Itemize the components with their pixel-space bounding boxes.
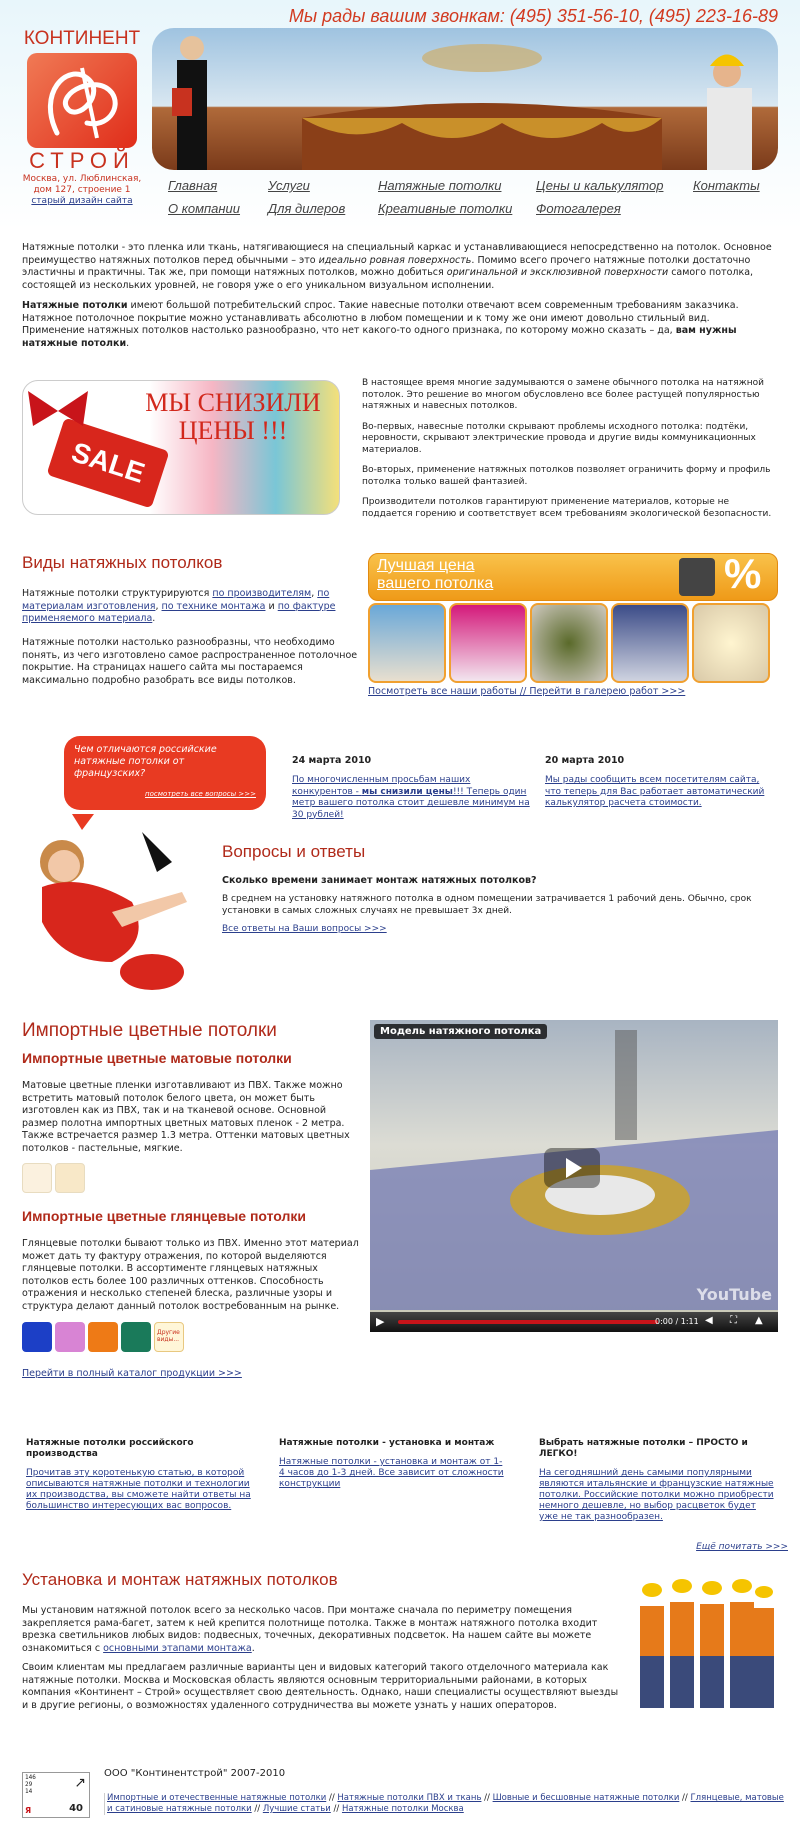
footer-links: Импортные и отечественные натяжные потолки // Натяжные потолки ПВХ и ткань // Шовные и бесшовные натяжные потолки // Глянцевые, матовые и сатиновые натяжные потолки // Лучшие статьи // Натяжные потолки Москва [104,1793,784,1815]
counter-value: 40 [69,1803,83,1814]
gallery-photo-2[interactable] [449,603,527,683]
footer-copyright: ООО "Континентстрой" 2007-2010 [104,1768,286,1779]
matte-swatch-1[interactable] [22,1163,52,1193]
footer-link-1[interactable]: Импортные и отечественные натяжные потолки [107,1793,327,1803]
gallery-photo-4[interactable] [611,603,689,683]
matte-swatches [22,1163,88,1193]
play-icon [544,1148,600,1188]
nav-about[interactable]: О компании [168,201,241,216]
footer-link-6[interactable]: Натяжные потолки Москва [341,1804,464,1814]
old-design-link[interactable]: старый дизайн сайта [31,196,133,206]
gallery-photo-3[interactable] [530,603,608,683]
install-title: Установка и монтаж натяжных потолков [22,1570,338,1589]
faq-answer: В среднем на установку натяжного потолка в одном помещении затрачивается 1 рабочий день. Обычно, срок установки в самых сложных случаях не превышает 3х дней. [222,894,752,916]
link-by-texture[interactable]: по фактуре применяемого материала [22,600,336,624]
types-paragraph-2: Натяжные потолки настолько разнообразны, что необходимо понять, из чего изготовлено самое распространенное потолочное покрытие. На страницах нашего сайта мы постараемся максимально подробно разобрать все виды потолков. [22,637,358,686]
nav-dealers[interactable]: Для дилеров [268,201,346,216]
logo-top-text: КОНТИНЕНТ [23,28,141,49]
nav-creative[interactable]: Креативные потолки [378,201,513,216]
intro-paragraph-2: Натяжные потолки имеют большой потребительский спрос. Такие навесные потолки отвечают всем современным требованиям заказчика. Натяжное потолочное покрытие можно устанавливать абсолютно в любом помещении и к тому же они имеют довольно стильный вид. Применение натяжных потолков настолько разнообразно, что нет какого-то одного признака, по которому можно сказать – да, вам нужны натяжные потолки. [22,300,739,349]
woman-phone-illustration [22,812,222,1002]
teaser-2-link[interactable]: Натяжные потолки - установка и монтаж от 1-4 часов до 1-3 дней. Все зависит от сложности конструкции [279,1457,504,1489]
types-paragraph-1: Натяжные потолки структурируются по производителям, по материалам изготовления, по технике монтажа и по фактуре применяемого материала. [22,588,336,624]
logo[interactable] [22,28,142,207]
volume-icon[interactable]: ◀ [705,1315,713,1326]
sale-headline: МЫ СНИЗИЛИ ЦЕНЫ !!! [145,388,321,445]
news-item-2[interactable]: Мы рады сообщить всем посетителям сайта, что теперь для Вас работает автоматический калькулятор расчета стоимости. [545,775,765,808]
nav-ceilings[interactable]: Натяжные потолки [378,178,502,193]
catalog-link[interactable]: Перейти в полный каталог продукции >>> [22,1368,242,1379]
teaser-1 [26,1438,261,1512]
teaser-3 [539,1438,774,1523]
news-date-2: 20 марта 2010 [545,755,625,766]
nav-main[interactable]: Главная [168,178,218,193]
teaser-2 [279,1438,504,1490]
teaser-1-title: Натяжные потолки российского производства [26,1438,194,1459]
best-price-text: Лучшая цена вашего потолка [377,557,494,592]
matte-title: Импортные цветные матовые потолки [22,1050,292,1066]
faq-link[interactable]: Все ответы на Ваши вопросы >>> [222,924,387,934]
types-title: Виды натяжных потолков [22,553,223,572]
video-progress-bar[interactable] [398,1320,658,1324]
menu-icon[interactable]: ▲ [755,1315,763,1326]
news-item-1[interactable]: По многочисленным просьбам наших конкурентов - мы снизили цены!!! Теперь один метр вашего потолка стоит дешевле минимум на 30 рублей! [292,775,530,820]
video-controls [370,1312,778,1332]
percent-sign: % [724,550,762,597]
logo-bottom-text: СТРОЙ [29,148,135,173]
teaser-3-link[interactable]: На сегодняшний день самыми популярными являются итальянские и французские натяжные потолки. Российские потолки можно приобрести немного дешевле, но выбор расцветок будет уже не так разнообразен. [539,1468,774,1522]
video-player[interactable] [370,1020,778,1332]
gloss-swatch-2[interactable] [55,1322,85,1352]
nav-gallery[interactable]: Фотогалерея [536,201,621,216]
nav-contacts[interactable]: Контакты [693,178,760,193]
gallery-photo-5[interactable] [692,603,770,683]
install-paragraph-2: Своим клиентам мы предлагаем различные варианты цен и видовых категорий такого отделочного материала как натяжные потолки. Москва и Московская область являются основным территориальными районами, в которых компания «Континент – Строй» осуществляет свою деятельность. Однако, наши специалисты осуществляют выезды и в другие регионы, о возможностях удаленного сотрудничества вы можете узнать у наших операторов. [22,1662,619,1711]
footer-link-5[interactable]: Лучшие статьи [262,1804,331,1814]
video-play-button[interactable] [544,1148,600,1188]
footer-link-2[interactable]: Натяжные потолки ПВХ и ткань [337,1793,482,1803]
youtube-logo: YouTube [696,1285,772,1304]
gallery-photo-1[interactable] [368,603,446,683]
matte-swatch-2[interactable] [55,1163,85,1193]
sale-text: В настоящее время многие задумываются о замене обычного потолка на натяжной потолок. Это решение во многом обусловлено все более растущей популярностью натяжных и навесных потолков. Во-первых, навесные потолки скрывают проблемы исходного потолка: подтёки, неровности, скрывают электрические провода и другие виды коммуникационных материалов. Во-вторых, применение натяжных потолков позволяет ограничить форму и профиль потолка только вашей фантазией. Производители потолков гарантируют применение материалов, которые не поддается горению и соответствует всем требованиям экологической безопасности. [362,378,772,519]
counter-stats: 146 29 14 [25,1774,36,1795]
bubble-link[interactable]: посмотреть все вопросы >>> [145,790,256,798]
fullscreen-icon[interactable]: ⛶ [730,1315,737,1326]
gallery-link[interactable]: Посмотреть все наши работы // Перейти в галерею работ >>> [368,686,686,697]
imported-title: Импортные цветные потолки [22,1020,277,1041]
matte-text: Матовые цветные пленки изготавливают из ПВХ. Также можно встретить матовый потолок белого цвета, он может быть изготовлен как из ПВХ, так и на тканевой основе. Основной размер полотна импортных цветных матовых пленок - 2 метра. Также встречается размер 1.3 метра. Оттенки матовых цветных потолков - пастельные, мягкие. [22,1080,350,1154]
footer-link-3[interactable]: Шовные и бесшовные натяжные потолки [492,1793,680,1803]
gloss-swatches [22,1322,187,1352]
link-by-manufacturer[interactable]: по производителям [212,588,312,599]
logo-emblem [27,53,137,148]
visit-counter[interactable] [22,1772,90,1818]
more-link[interactable]: Ещё почитать >>> [696,1542,788,1552]
faq-title: Вопросы и ответы [222,842,366,861]
workers-illustration [632,1578,777,1710]
gallery-strip [368,603,788,683]
nav-services[interactable]: Услуги [268,178,310,193]
sale-banner[interactable] [22,380,340,515]
link-by-technique[interactable]: по технике монтажа [161,600,266,612]
teaser-1-link[interactable]: Прочитав эту коротенькую статью, в которой описываются натяжные потолки и технологии их производства, вы сможете найти ответы на большинство интересующих вас вопросов. [26,1468,251,1511]
faq-question: Сколько времени занимает монтаж натяжных потолков? [222,875,537,886]
gloss-swatch-4[interactable] [121,1322,151,1352]
address-line-2: дом 127, строение 1 [33,185,131,195]
address-line-1: Москва, ул. Люблинская, [22,174,142,184]
footer-link-4[interactable]: Глянцевые, матовые и сатиновые натяжные потолки [107,1793,784,1814]
intro-paragraph-1: Натяжные потолки - это пленка или ткань, натягивающиеся на специальный каркас и устанавливающиеся непосредственно на потолок. Основное преимущество натяжных потолков перед обычными – это идеально ровная поверхность. Помимо всего прочего натяжные потолки достаточно эластичны и практичны. Так же, при помощи натяжных потолков, можно добиться оригинальной и эксклюзивной поверхности самого потолка, состоящей из нескольких уровней, не говоря уже о его уникальном визуальном исполнении. [22,242,772,291]
video-time: 0:00 / 1:11 [655,1317,699,1326]
gloss-swatch-1[interactable] [22,1322,52,1352]
link-by-material[interactable]: по материалам изготовления [22,588,330,612]
gloss-title: Импортные цветные глянцевые потолки [22,1208,306,1224]
calculator-icon [679,558,715,596]
question-bubble[interactable]: Чем отличаются российские натяжные потолки от французских? посмотреть все вопросы >>> [64,736,266,810]
counter-arrow-icon: ↗ [74,1775,86,1791]
sale-tag: SALE [46,417,169,508]
gloss-swatch-3[interactable] [88,1322,118,1352]
control-play-icon[interactable]: ▶ [376,1315,385,1328]
gloss-text: Глянцевые потолки бывают только из ПВХ. Именно этот материал может дать ту фактуру отражения, по которой выделяются глянцевые потолки. В ассортименте глянцевых натяжных потолков есть более 100 различных оттенков. Способность отражения и несколько степеней блеска, различные узоры и структура делают данный потолок востребованным на рынке. [22,1238,359,1312]
install-paragraph-1: Мы установим натяжной потолок всего за несколько часов. При монтаже сначала по периметру помещения закрепляется рама-багет, затем к ней крепится полотнище потолка. Также в монтаж натяжного потолка входит врезка светильников любых видов: подвесных, точечных, декоративных подсветок. На нашем сайте вы можете ознакомиться с основными этапами монтажа. [22,1605,598,1654]
teaser-3-title: Выбрать натяжные потолки – ПРОСТО и ЛЕГКО! [539,1438,748,1459]
nav-prices[interactable]: Цены и калькулятор [536,178,664,193]
header-phone: Мы рады вашим звонкам: (495) 351-56-10, (495) 223-16-89 [288,6,778,26]
header-banner [152,28,778,170]
video-title: Модель натяжного потолка [374,1024,547,1039]
install-stages-link[interactable]: основными этапами монтажа [103,1642,252,1654]
logo-mark-icon [27,53,137,148]
ribbon-bow-icon [23,381,93,441]
teaser-2-title: Натяжные потолки - установка и монтаж [279,1438,495,1448]
banner-illustration [152,28,778,170]
yandex-icon: Я [25,1806,32,1815]
gloss-other-swatch[interactable]: Другие виды... [154,1322,184,1352]
best-price-banner[interactable] [368,550,778,601]
news-date-1: 24 марта 2010 [292,755,372,766]
